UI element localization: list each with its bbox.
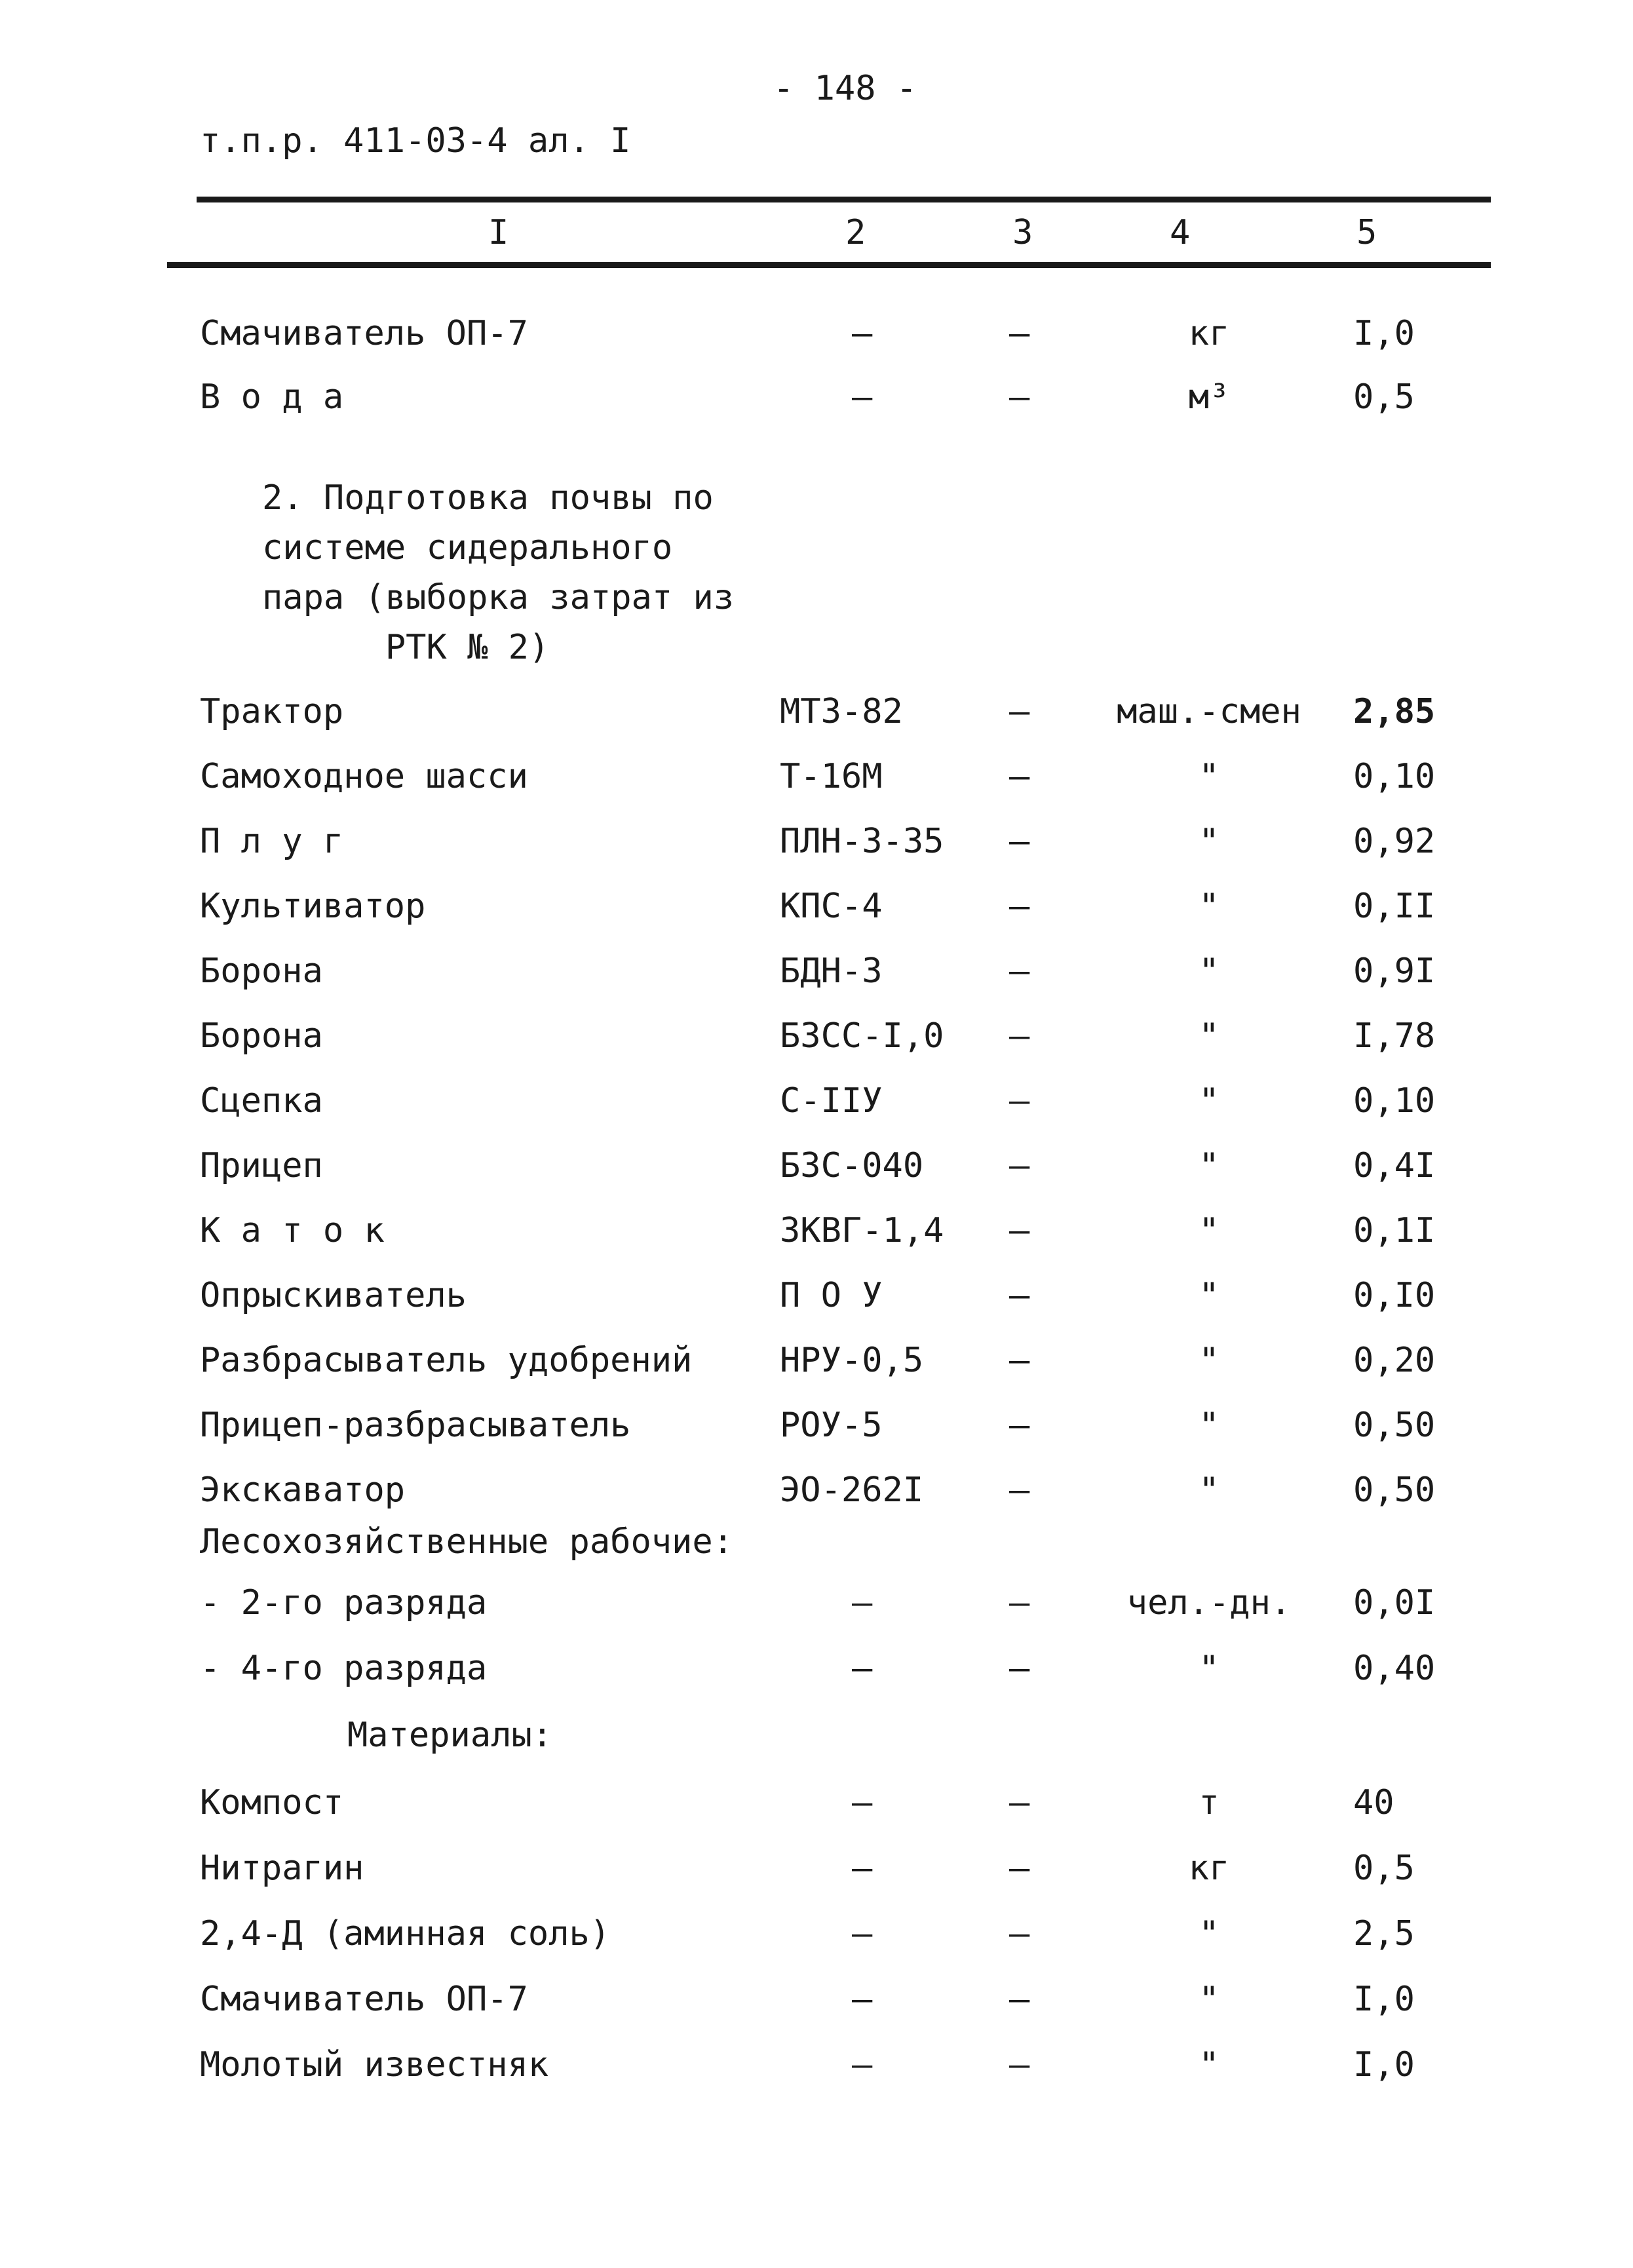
section-title: 2. Подготовка почвы по системе сидерального пара (выборка затрат из РТК № 2) bbox=[262, 478, 735, 667]
row-col3: – bbox=[1009, 822, 1030, 861]
row-col3: – bbox=[1009, 1341, 1030, 1380]
row-mark: – bbox=[852, 1980, 873, 2019]
row-col3: – bbox=[1009, 1783, 1030, 1822]
row-unit: " bbox=[1199, 1211, 1220, 1250]
row-mark: С-IIУ bbox=[780, 1081, 883, 1121]
row-col3: – bbox=[1009, 2045, 1030, 2085]
row-value: I,78 bbox=[1353, 1016, 1436, 1056]
column-header-5: 5 bbox=[1356, 213, 1377, 252]
row-name: Трактор bbox=[200, 692, 344, 731]
row-unit: кг bbox=[1188, 314, 1230, 353]
row-mark: – bbox=[852, 1649, 873, 1688]
row-col3: – bbox=[1009, 377, 1030, 417]
row-value: I,0 bbox=[1353, 314, 1415, 353]
row-name: Опрыскиватель bbox=[200, 1276, 467, 1315]
row-col3: – bbox=[1009, 1583, 1030, 1623]
row-unit: маш.-смен bbox=[1117, 692, 1301, 731]
column-header-1: I bbox=[488, 213, 509, 252]
row-value: 0,92 bbox=[1353, 822, 1436, 861]
row-name: Борона bbox=[200, 951, 323, 991]
row-col3: – bbox=[1009, 1649, 1030, 1688]
row-unit: " bbox=[1199, 887, 1220, 926]
row-col3: – bbox=[1009, 1276, 1030, 1315]
row-unit: " bbox=[1199, 1276, 1220, 1315]
row-col3: – bbox=[1009, 887, 1030, 926]
row-name: К а т о к bbox=[200, 1211, 385, 1250]
row-unit: " bbox=[1199, 822, 1220, 861]
row-value: 0,10 bbox=[1353, 757, 1436, 796]
row-name: Смачиватель ОП-7 bbox=[200, 314, 528, 353]
row-name: Прицеп-разбрасыватель bbox=[200, 1406, 631, 1445]
row-name: Молотый известняк bbox=[200, 2045, 549, 2085]
row-unit: " bbox=[1199, 1406, 1220, 1445]
materials-heading: Материалы: bbox=[347, 1716, 553, 1755]
row-mark: КПС-4 bbox=[780, 887, 883, 926]
row-value: 2,85 bbox=[1353, 692, 1436, 731]
row-value: 0,50 bbox=[1353, 1470, 1436, 1510]
row-value: 0,10 bbox=[1353, 1081, 1436, 1121]
row-name: Прицеп bbox=[200, 1146, 323, 1185]
row-unit: " bbox=[1199, 1341, 1220, 1380]
row-value: I,0 bbox=[1353, 1980, 1415, 2019]
row-name: Нитрагин bbox=[200, 1849, 364, 1888]
row-value: 0,50 bbox=[1353, 1406, 1436, 1445]
row-value: 0,1I bbox=[1353, 1211, 1436, 1250]
row-value: I,0 bbox=[1353, 2045, 1415, 2085]
row-mark: П О У bbox=[780, 1276, 883, 1315]
row-col3: – bbox=[1009, 1980, 1030, 2019]
row-value: 0,II bbox=[1353, 887, 1436, 926]
row-mark: ЭО-262I bbox=[780, 1470, 924, 1510]
row-value: 0,4I bbox=[1353, 1146, 1436, 1185]
document-reference: т.п.р. 411-03-4 ал. I bbox=[200, 121, 631, 161]
row-name: Сцепка bbox=[200, 1081, 323, 1121]
row-col3: – bbox=[1009, 757, 1030, 796]
row-col3: – bbox=[1009, 1914, 1030, 1953]
row-col3: – bbox=[1009, 1849, 1030, 1888]
row-mark: БДН-3 bbox=[780, 951, 883, 991]
row-unit: " bbox=[1199, 1470, 1220, 1510]
row-mark: – bbox=[852, 1583, 873, 1623]
row-value: 40 bbox=[1353, 1783, 1394, 1822]
row-col3: – bbox=[1009, 1211, 1030, 1250]
row-unit: " bbox=[1199, 1980, 1220, 2019]
row-mark: – bbox=[852, 2045, 873, 2085]
row-unit: " bbox=[1199, 2045, 1220, 2085]
row-col3: – bbox=[1009, 314, 1030, 353]
row-col3: – bbox=[1009, 1146, 1030, 1185]
row-name: - 4-го разряда bbox=[200, 1649, 488, 1688]
row-unit: т bbox=[1199, 1783, 1220, 1822]
row-mark: – bbox=[852, 1914, 873, 1953]
row-value: 0,9I bbox=[1353, 951, 1436, 991]
row-name: 2,4-Д (аминная соль) bbox=[200, 1914, 611, 1953]
row-value: 0,0I bbox=[1353, 1583, 1436, 1623]
row-name: Смачиватель ОП-7 bbox=[200, 1980, 528, 2019]
row-name: - 2-го разряда bbox=[200, 1583, 488, 1623]
row-unit: " bbox=[1199, 951, 1220, 991]
column-header-4: 4 bbox=[1170, 213, 1191, 252]
row-value: 0,5 bbox=[1353, 1849, 1415, 1888]
row-col3: – bbox=[1009, 692, 1030, 731]
row-name: Борона bbox=[200, 1016, 323, 1056]
row-mark: РОУ-5 bbox=[780, 1406, 883, 1445]
column-header-3: 3 bbox=[1012, 213, 1033, 252]
row-unit: " bbox=[1199, 1081, 1220, 1121]
row-unit: м³ bbox=[1188, 377, 1230, 417]
row-mark: ПЛН-3-35 bbox=[780, 822, 944, 861]
row-value: 0,40 bbox=[1353, 1649, 1436, 1688]
row-name: В о д а bbox=[200, 377, 344, 417]
row-mark: – bbox=[852, 377, 873, 417]
workers-heading: Лесохозяйственные рабочие: bbox=[200, 1522, 733, 1562]
table-top-rule bbox=[197, 197, 1491, 202]
column-header-2: 2 bbox=[845, 213, 866, 252]
row-mark: – bbox=[852, 1849, 873, 1888]
row-mark: – bbox=[852, 1783, 873, 1822]
row-mark: – bbox=[852, 314, 873, 353]
row-mark: БЗС-040 bbox=[780, 1146, 924, 1185]
row-unit: " bbox=[1199, 1914, 1220, 1953]
row-mark: НРУ-0,5 bbox=[780, 1341, 924, 1380]
page-number: - 148 - bbox=[773, 69, 917, 108]
row-mark: ЗКВГ-1,4 bbox=[780, 1211, 944, 1250]
row-name: Разбрасыватель удобрений bbox=[200, 1341, 693, 1380]
row-name: Культиватор bbox=[200, 887, 426, 926]
row-name: Компост bbox=[200, 1783, 344, 1822]
row-col3: – bbox=[1009, 1470, 1030, 1510]
row-unit: кг bbox=[1188, 1849, 1230, 1888]
row-value: 0,I0 bbox=[1353, 1276, 1436, 1315]
row-name: Самоходное шасси bbox=[200, 757, 528, 796]
row-col3: – bbox=[1009, 1016, 1030, 1056]
row-name: П л у г bbox=[200, 822, 344, 861]
row-unit: чел.-дн. bbox=[1126, 1583, 1292, 1623]
row-mark: Т-16М bbox=[780, 757, 883, 796]
row-unit: " bbox=[1199, 757, 1220, 796]
row-mark: МТЗ-82 bbox=[780, 692, 903, 731]
row-unit: " bbox=[1199, 1146, 1220, 1185]
row-name: Экскаватор bbox=[200, 1470, 406, 1510]
row-value: 0,5 bbox=[1353, 377, 1415, 417]
row-mark: БЗСС-I,0 bbox=[780, 1016, 944, 1056]
row-col3: – bbox=[1009, 1081, 1030, 1121]
row-col3: – bbox=[1009, 1406, 1030, 1445]
row-unit: " bbox=[1199, 1016, 1220, 1056]
row-unit: " bbox=[1199, 1649, 1220, 1688]
row-value: 0,20 bbox=[1353, 1341, 1436, 1380]
row-value: 2,5 bbox=[1353, 1914, 1415, 1953]
row-col3: – bbox=[1009, 951, 1030, 991]
table-header-rule bbox=[167, 262, 1491, 268]
